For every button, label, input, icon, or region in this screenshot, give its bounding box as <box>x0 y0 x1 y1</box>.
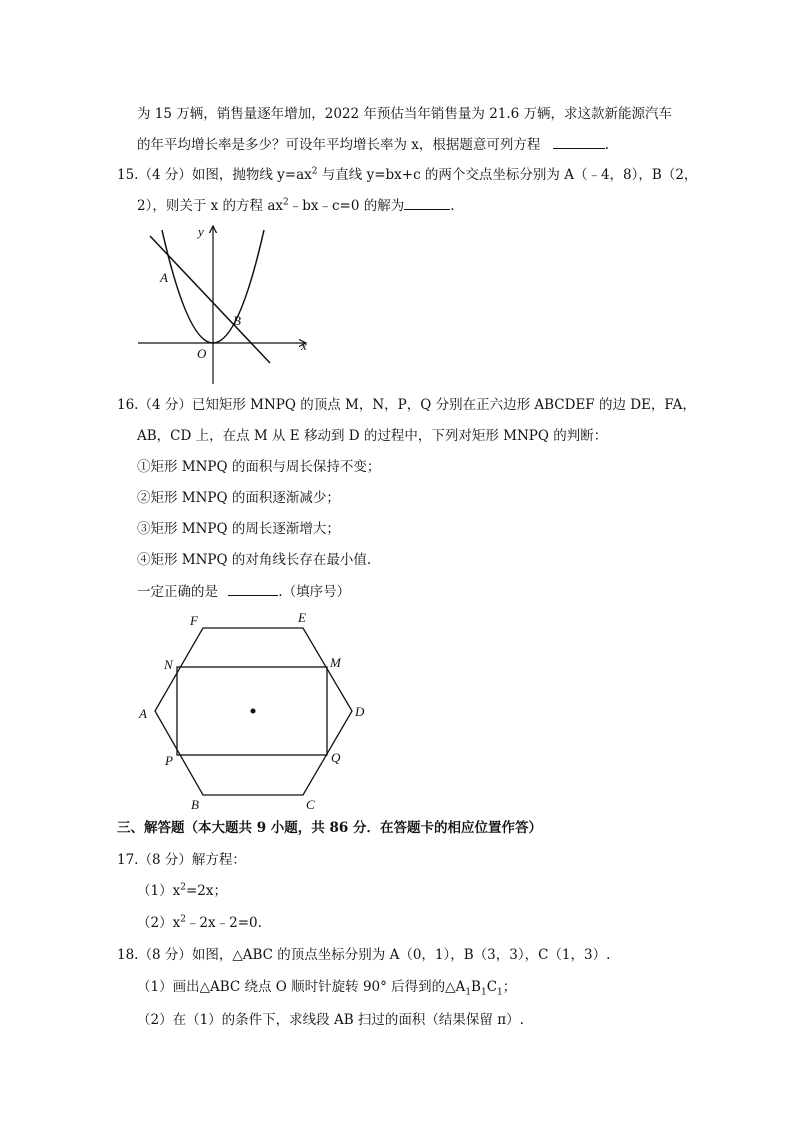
q16-answer-line <box>137 581 350 602</box>
q18-line-1: 18.（8 分）如图，△ABC 的顶点坐标分别为 A（0，1），B（3，3），C（1，3）. <box>117 947 611 963</box>
q15-line-2 <box>137 195 455 216</box>
q16-center-dot <box>251 709 256 714</box>
q16-line-2: AB，CD 上，在点 M 从 E 移动到 D 的过程中，下列对矩形 MNPQ 的判断： <box>137 428 608 444</box>
q17-part-1-exp: 2 <box>180 882 186 893</box>
q16-answer-blank[interactable] <box>228 581 278 596</box>
q15-point-a-label: A <box>160 270 168 285</box>
q16-label-c: C <box>306 797 315 812</box>
q15-line <box>150 236 270 363</box>
q16-label-b: B <box>191 797 199 812</box>
q15-line-2-mid: ﹣bx﹣c=0 的解为 <box>288 198 405 214</box>
q15-line-2-pre: 2），则关于 x 的方程 ax <box>137 198 283 214</box>
q15-x-label: x <box>301 338 307 353</box>
q16-label-n: N <box>164 657 173 672</box>
q17-part-2-post: ﹣2x﹣2=0. <box>185 915 262 931</box>
q16-option-4: ④矩形 MNPQ 的对角线长存在最小值. <box>137 552 372 568</box>
q18-sub-3: 1 <box>497 987 503 998</box>
q16-answer-post: .（填序号） <box>278 584 351 600</box>
q16-label-p: P <box>165 753 173 768</box>
q18-sub-1: 1 <box>465 987 472 998</box>
q15-exponent-2: 2 <box>283 197 289 208</box>
q15-answer-blank[interactable] <box>404 195 450 210</box>
q14-period: . <box>604 137 609 153</box>
q16-option-1: ①矩形 MNPQ 的面积与周长保持不变； <box>137 459 381 475</box>
q17-line-1: 17.（8 分）解方程： <box>117 852 246 868</box>
q15-figure <box>130 218 320 388</box>
q17-part-2 <box>137 913 262 933</box>
q16-label-f: F <box>190 613 198 628</box>
q16-label-q: Q <box>331 750 341 765</box>
q15-period: . <box>450 198 455 214</box>
q14-answer-blank[interactable] <box>553 134 605 149</box>
section-3-heading: 三、解答题（本大题共 9 小题，共 86 分．在答题卡的相应位置作答） <box>117 820 542 836</box>
q16-answer-pre: 一定正确的是 <box>137 584 218 600</box>
q16-label-m: M <box>330 655 341 670</box>
q18-part-1 <box>137 977 516 997</box>
q18-sub-2: 1 <box>480 987 487 998</box>
q15-point-b-label: B <box>233 313 241 328</box>
q16-option-2: ②矩形 MNPQ 的面积逐渐减少； <box>137 490 340 506</box>
q17-part-2-pre: （2）x <box>137 915 181 931</box>
q16-label-d: D <box>355 704 365 719</box>
q17-part-2-exp: 2 <box>180 914 186 925</box>
q17-part-1-post: =2x； <box>185 883 227 899</box>
q15-line-1-pre: 15.（4 分）如图，抛物线 y=ax <box>117 167 312 183</box>
q17-part-1-pre: （1）x <box>137 883 181 899</box>
q17-part-1 <box>137 881 227 901</box>
q15-exponent-1: 2 <box>311 166 318 177</box>
q15-origin-label: O <box>197 346 207 361</box>
q16-label-a: A <box>139 706 147 721</box>
q16-label-e: E <box>298 610 306 625</box>
q15-line-1 <box>117 165 697 185</box>
q18-mid-2: C <box>486 979 498 995</box>
q18-part-2: （2）在（1）的条件下，求线段 AB 扫过的面积（结果保留 π）. <box>137 1012 524 1028</box>
q14-line-2-text: 的年平均增长率是多少？可设年平均增长率为 x，根据题意可列方程 <box>137 137 541 153</box>
q16-option-3: ③矩形 MNPQ 的周长逐渐增大； <box>137 521 340 537</box>
q16-line-1: 16.（4 分）已知矩形 MNPQ 的顶点 M，N，P，Q 分别在正六边形 ABCDEF 的边 DE，FA， <box>117 397 696 413</box>
q18-part-1-post: ； <box>502 979 517 995</box>
q15-line-1-mid: 与直线 y=bx+c 的两个交点坐标分别为 A（﹣4，8），B（2， <box>317 167 698 183</box>
q15-y-label: y <box>198 224 204 239</box>
q14-line-2 <box>137 134 609 155</box>
q18-part-1-pre: （1）画出△ABC 绕点 O 顺时针旋转 90° 后得到的△A <box>137 979 466 995</box>
q18-mid-1: B <box>471 979 481 995</box>
q14-line-1: 为 15 万辆，销售量逐年增加，2022 年预估当年销售量为 21.6 万辆，求这款新能源汽车 <box>137 106 673 122</box>
q16-figure <box>130 605 380 815</box>
